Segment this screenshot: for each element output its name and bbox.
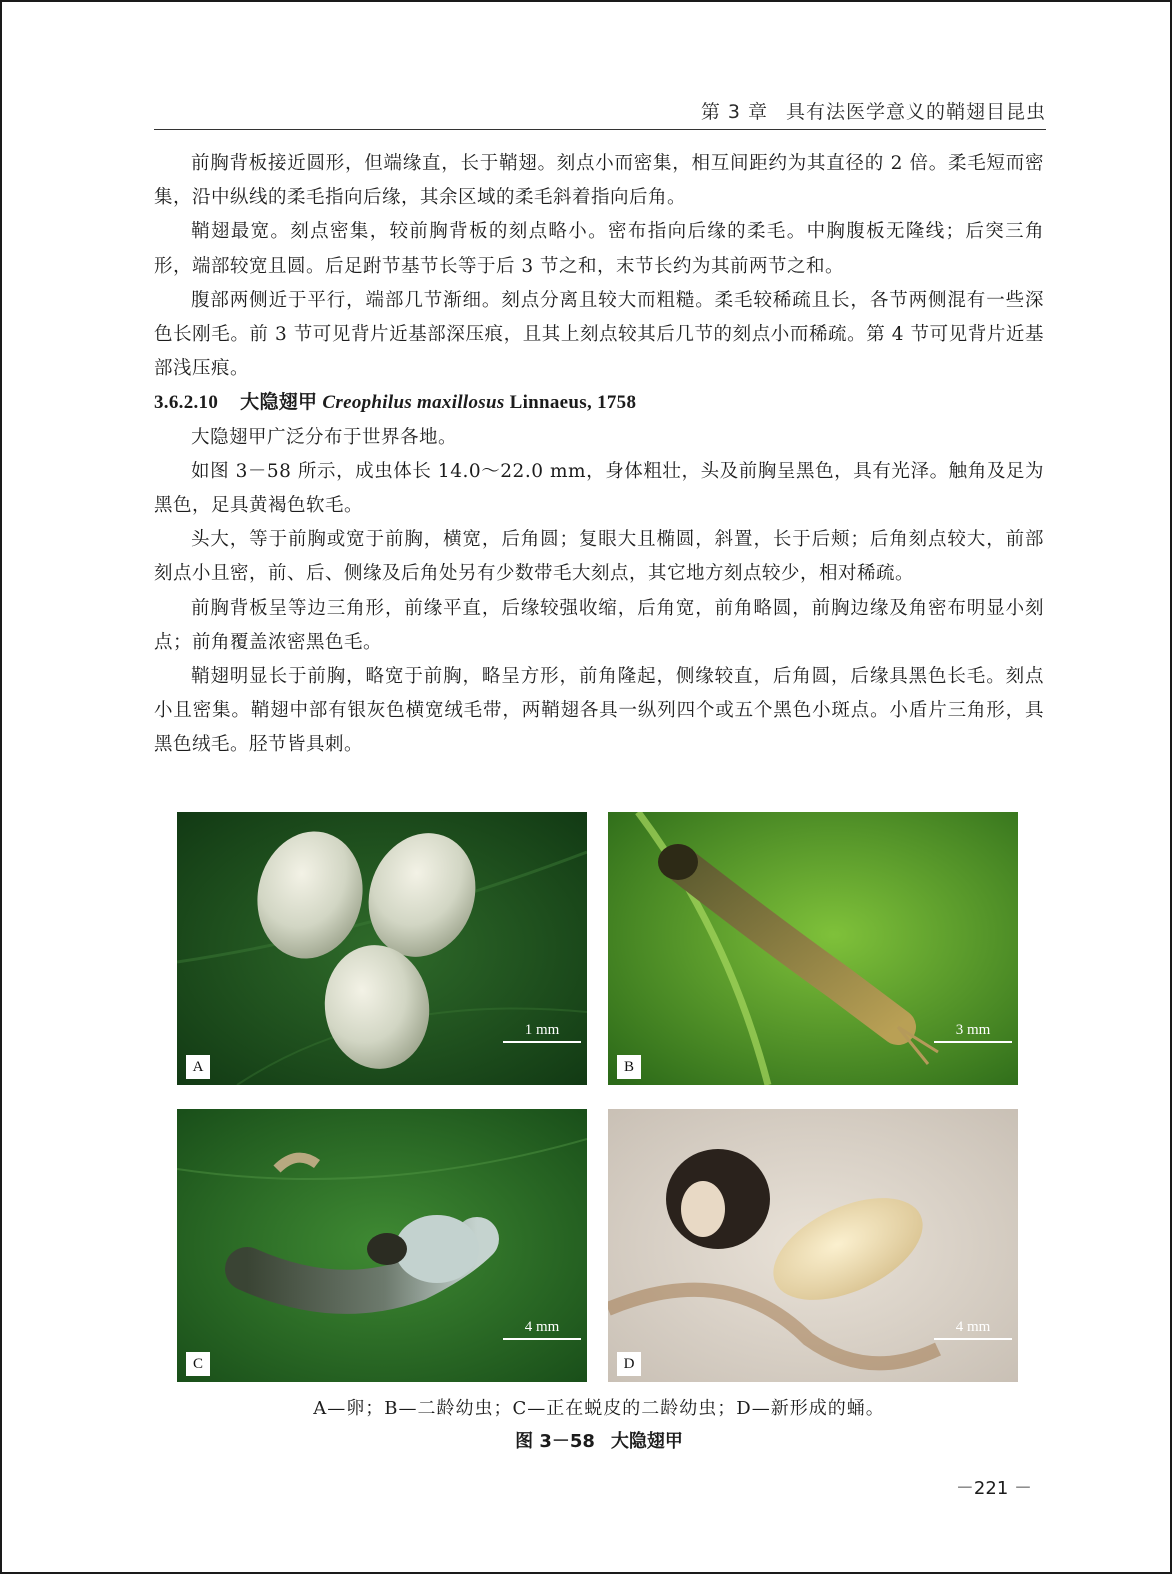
running-header [154,97,1046,130]
photo-panel-b [608,812,1018,1085]
chapter-title: 具有法医学意义的鞘翅目昆虫 [785,101,1046,123]
scale-bar: 3 mm [934,1022,1012,1043]
figure-number: 图 3－58 [515,1431,595,1452]
scale-bar: 4 mm [934,1319,1012,1340]
paragraph: 腹部两侧近于平行，端部几节渐细。刻点分离且较大而粗糙。柔毛较稀疏且长，各节两侧混有一些深色长刚毛。前 3 节可见背片近基部深压痕，且其上刻点较其后几节的刻点小而稀疏。第 4 节可见背片近基部浅压痕。 [154,289,1044,380]
page-number: －221 － [955,1478,1032,1499]
section-author: Linnaeus, 1758 [509,392,637,414]
photo-panel-c [177,1109,587,1382]
molting-larva-photo [177,1109,587,1382]
section-name-latin: Creophilus maxillosus [322,392,505,414]
section-name-cn: 大隐翅甲 [240,392,318,414]
panel-label: B [617,1055,641,1079]
photo-panel-a [177,812,587,1085]
figure-name: 大隐翅甲 [610,1431,683,1452]
paragraph: 前胸背板呈等边三角形，前缘平直，后缘较强收缩，后角宽，前角略圆，前胸边缘及角密布明显小刻点；前角覆盖浓密黑色毛。 [154,597,1044,653]
eggs-photo [177,812,587,1085]
paragraph: 如图 3－58 所示，成虫体长 14.0～22.0 mm，身体粗壮，头及前胸呈黑色，具有光泽。触角及足为黑色，足具黄褐色软毛。 [154,460,1044,517]
panel-label: A [186,1055,210,1079]
panel-label: C [186,1352,210,1376]
panel-label: D [617,1352,641,1376]
chapter-number: 第 3 章 [700,101,768,123]
scale-bar: 4 mm [503,1319,581,1340]
scale-bar: 1 mm [503,1022,581,1043]
paragraph: 鞘翅明显长于前胸，略宽于前胸，略呈方形，前角隆起，侧缘较直，后角圆，后缘具黑色长毛。刻点小且密集。鞘翅中部有银灰色横宽绒毛带，两鞘翅各具一纵列四个或五个黑色小斑点。小盾片三角形，具黑色绒毛。胫节皆具刺。 [154,666,1044,756]
figure-caption: A—卵；B—二龄幼虫；C—正在蜕皮的二龄幼虫；D—新形成的蛹。 [313,1398,885,1419]
larva-photo [608,812,1018,1085]
paragraph: 大隐翅甲广泛分布于世界各地。 [191,426,458,448]
pupa-photo [608,1109,1018,1382]
photo-panel-d [608,1109,1018,1382]
figure-title [154,1427,1044,1453]
paragraph: 前胸背板接近圆形，但端缘直，长于鞘翅。刻点小而密集，相互间距约为其直径的 2 倍。柔毛短而密集，沿中纵线的柔毛指向后缘，其余区域的柔毛斜着指向后角。 [154,153,1044,209]
body-text [154,147,1044,763]
paragraph: 鞘翅最宽。刻点密集，较前胸背板的刻点略小。密布指向后缘的柔毛。中胸腹板无隆线；后突三角形，端部较宽且圆。后足跗节基节长等于后 3 节之和，末节长约为其前两节之和。 [154,221,1044,277]
section-heading [154,386,1044,420]
paragraph: 头大，等于前胸或宽于前胸，横宽，后角圆；复眼大且椭圆，斜置，长于后颊；后角刻点较大，前部刻点小且密，前、后、侧缘及后角处另有少数带毛大刻点，其它地方刻点较少，相对稀疏。 [154,529,1044,585]
section-number: 3.6.2.10 [154,392,219,414]
